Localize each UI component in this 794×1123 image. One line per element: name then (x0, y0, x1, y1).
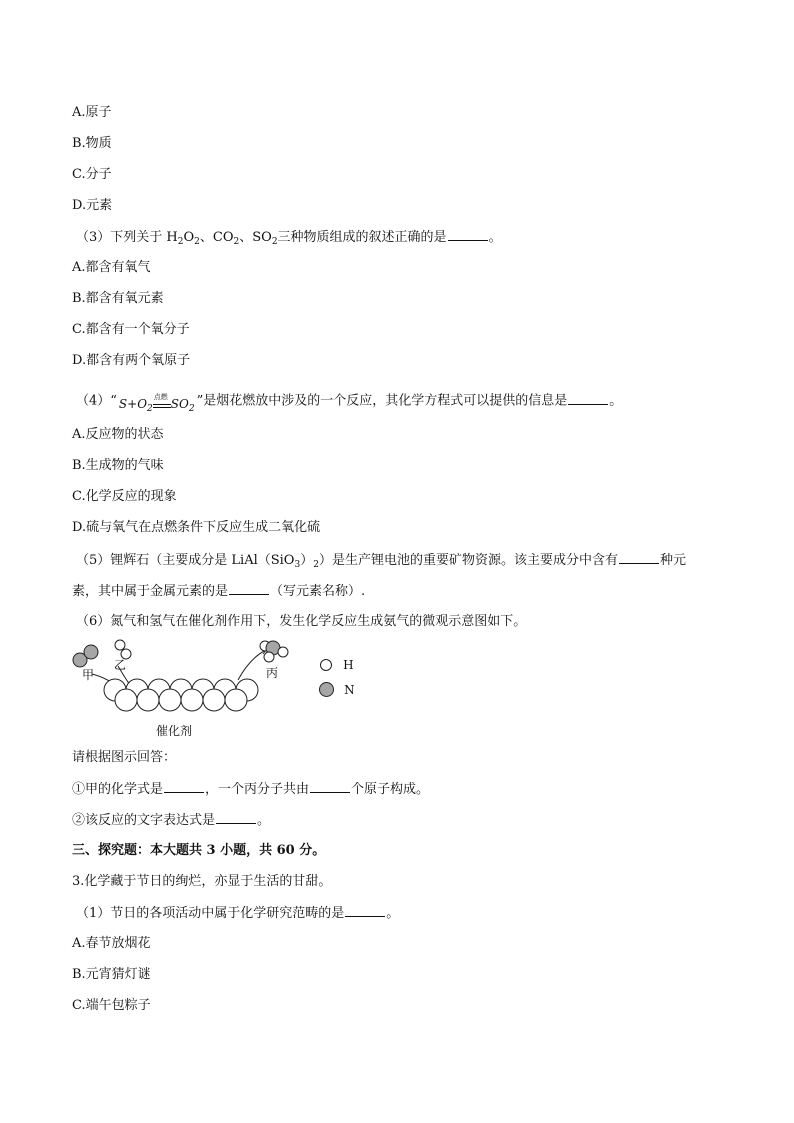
label-bing: 丙 (266, 666, 279, 680)
option-a: A.反应物的状态 (72, 427, 164, 442)
option-b-substance: B.物质 (72, 136, 112, 151)
answer-blank[interactable] (568, 392, 608, 405)
question-3-main-stem: 3.化学藏于节日的绚烂，亦显于生活的甘甜。 (72, 874, 332, 889)
answer-blank[interactable] (229, 582, 269, 595)
question-3-sub1: （1）节日的各项活动中属于化学研究范畴的是 。 (76, 906, 400, 921)
answer-blank[interactable] (216, 811, 256, 824)
option-d: D.硫与氧气在点燃条件下反应生成二氧化硫 (72, 520, 321, 535)
question-6-prompt: 请根据图示回答： (72, 750, 177, 765)
h-atom (115, 640, 125, 650)
chemical-equation: $S+O_2$ 点燃 $SO_2$ (118, 393, 195, 414)
option-a: A.都含有氧气 (72, 260, 151, 275)
answer-blank[interactable] (345, 904, 385, 917)
catalyst-surface (104, 679, 258, 711)
section-3-title: 三、探究题：本大题共 3 小题，共 60 分。 (72, 843, 326, 858)
legend-nitrogen: N (319, 679, 355, 698)
option-c: C.化学反应的现象 (72, 489, 177, 504)
question-5-line2: 素，其中属于金属元素的是 （写元素名称）. (72, 584, 366, 599)
option-c: C.端午包粽子 (72, 998, 151, 1013)
question-5-line1: （5）锂辉石（主要成分是 $LiAl(SiO_3)_2$）是生产锂电池的重要矿物资源。该主要成分中含有 种元 (76, 553, 686, 570)
answer-blank[interactable] (164, 780, 204, 793)
option-d: D.都含有两个氧原子 (72, 353, 191, 368)
label-jia: 甲 (82, 668, 95, 682)
question-6-sub2: ②该反应的文字表达式是 。 (72, 813, 271, 828)
option-b: B.都含有氧元素 (72, 291, 164, 306)
ammonia-synthesis-diagram (70, 636, 390, 750)
answer-blank[interactable] (619, 551, 659, 564)
arrow-out (238, 650, 266, 680)
legend-hydrogen: H (320, 654, 354, 673)
question-6-sub1: ①甲的化学式是 ，一个丙分子共由 个原子构成。 (72, 782, 430, 797)
h-atom (264, 652, 274, 662)
label-catalyst: 催化剂 (156, 724, 193, 738)
option-c: C.都含有一个氧分子 (72, 322, 190, 337)
option-d-element: D.元素 (72, 198, 113, 213)
option-a: A.春节放烟花 (72, 936, 151, 951)
n-atom (84, 645, 98, 659)
h-atom-icon (320, 659, 332, 671)
h-atom (278, 647, 288, 657)
option-c-molecule: C.分子 (72, 167, 112, 182)
option-b: B.生成物的气味 (72, 458, 164, 473)
option-a-atom: A.原子 (72, 105, 112, 120)
label-yi: 乙 (114, 658, 127, 672)
answer-blank[interactable] (310, 780, 350, 793)
question-3-stem: （3）下列关于 $H_2O_2$、$CO_2$、$SO_2$三种物质组成的叙述正确的是 。 (76, 230, 502, 247)
question-6-stem: （6）氮气和氢气在催化剂作用下，发生化学反应生成氨气的微观示意图如下。 (76, 614, 527, 629)
question-4-stem: （4）“ $S+O_2$ 点燃 $SO_2$”是烟花燃放中涉及的一个反应，其化学方程式可以提供的信息是 。 (76, 389, 622, 413)
option-b: B.元宵猜灯谜 (72, 967, 151, 982)
answer-blank[interactable] (448, 228, 488, 241)
n-atom-icon (319, 682, 334, 697)
